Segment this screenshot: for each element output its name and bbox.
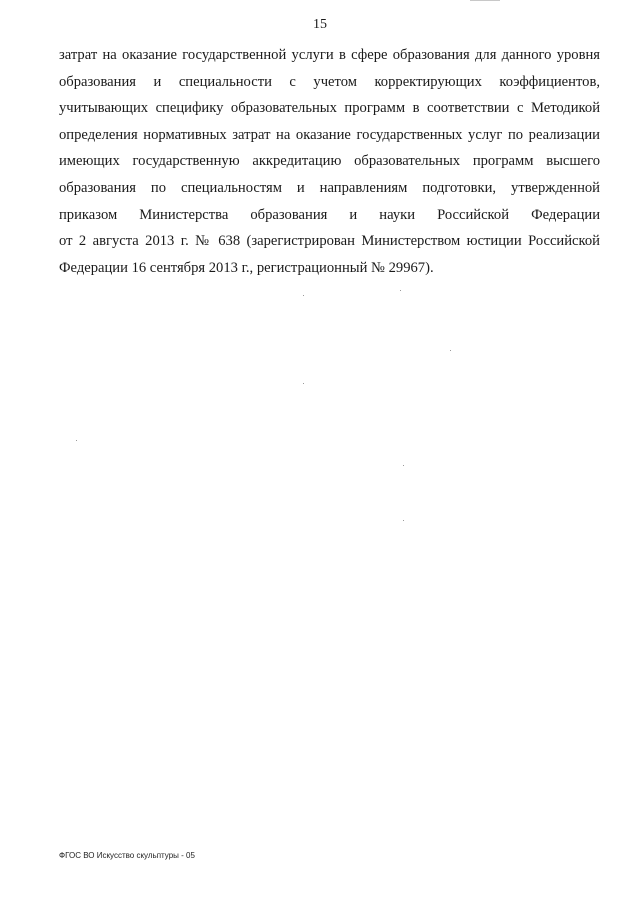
scan-speck <box>450 350 451 351</box>
body-paragraph <box>59 42 600 281</box>
scan-artifact <box>470 0 500 1</box>
paragraph-line-last: Федерации 16 сентября 2013 г., регистрационный № 29967). <box>59 259 434 276</box>
scan-speck <box>76 440 77 441</box>
scan-speck <box>403 520 404 521</box>
paragraph-line: учитывающих специфику образовательных программ в соответствии с Методикой <box>59 100 600 117</box>
document-footer: ФГОС ВО Искусство скульптуры - 05 <box>59 851 195 860</box>
page-number: 15 <box>313 17 327 32</box>
scan-speck <box>303 383 304 384</box>
paragraph-line: приказом Министерства образования и науки Российской Федерации <box>59 206 600 223</box>
paragraph-line: затрат на оказание государственной услуги в сфере образования для данного уровня <box>59 47 600 63</box>
scan-speck <box>400 290 401 291</box>
scan-speck <box>403 465 404 466</box>
paragraph-line: образования и специальности с учетом корректирующих коэффициентов, <box>59 73 600 90</box>
scan-speck <box>303 295 304 296</box>
paragraph-line: образования по специальностям и направлениям подготовки, утвержденной <box>59 179 600 196</box>
paragraph-line: определения нормативных затрат на оказание государственных услуг по реализации <box>59 126 600 143</box>
paragraph-line: от 2 августа 2013 г. № 638 (зарегистрирован Министерством юстиции Российской <box>59 233 600 250</box>
paragraph-line: имеющих государственную аккредитацию образовательных программ высшего <box>59 153 600 170</box>
